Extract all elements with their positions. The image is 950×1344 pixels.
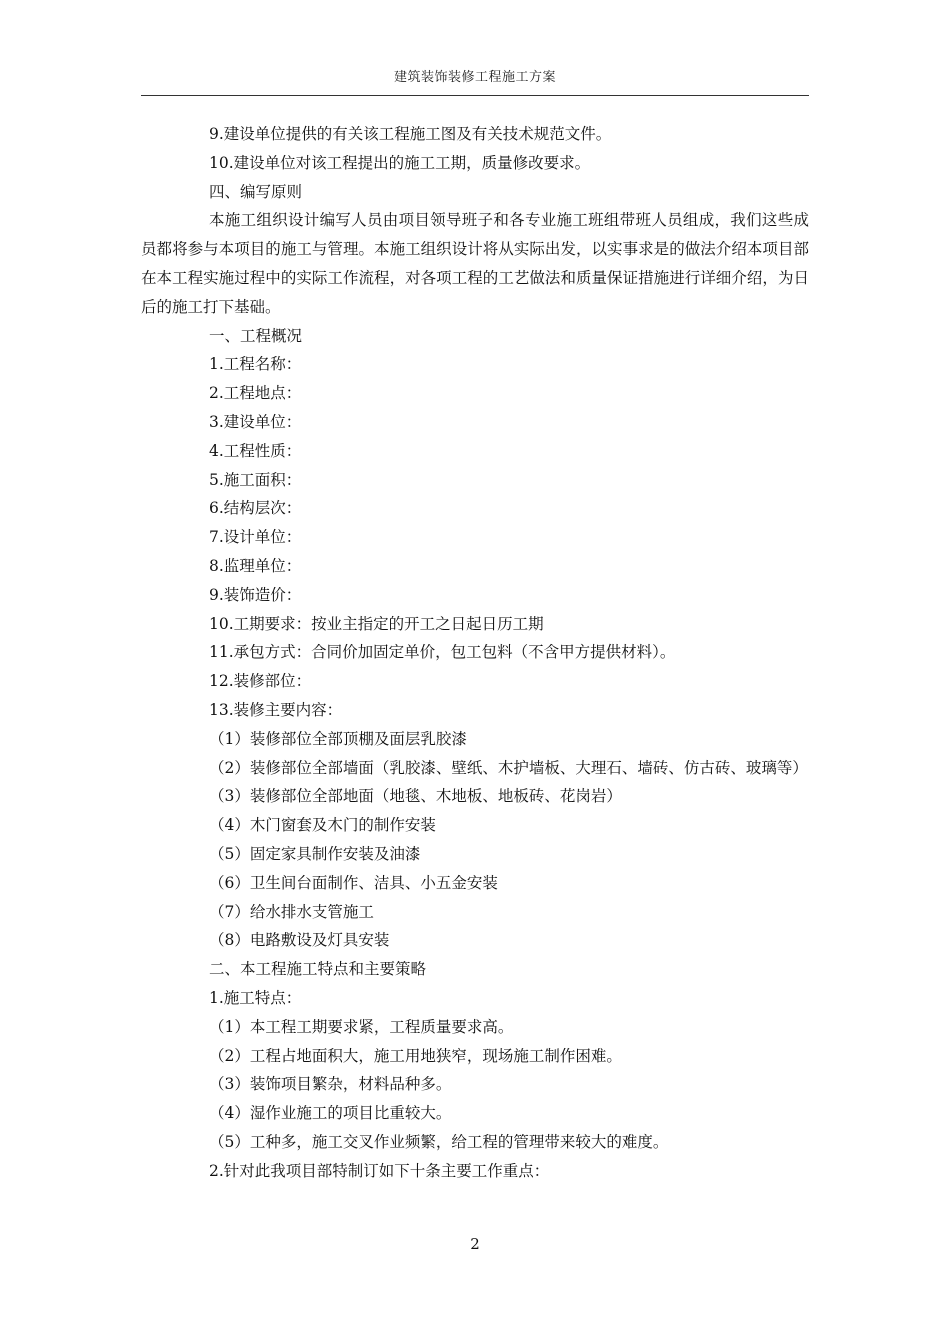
text-line: （5）固定家具制作安装及油漆 [209, 844, 421, 863]
text-line: 9.装饰造价： [209, 585, 302, 604]
section-heading: 一、工程概况 [209, 326, 303, 345]
text-line: 1.施工特点： [209, 988, 302, 1007]
text-line: 6.结构层次： [209, 499, 302, 518]
page-number: 2 [470, 1235, 480, 1253]
section-heading: 四、编写原则 [209, 182, 303, 201]
text-line: 12.装修部位： [209, 672, 312, 691]
text-line: 10.工期要求：按业主指定的开工之日起日历工期 [209, 614, 544, 633]
text-line: 10.建设单位对该工程提出的施工工期，质量修改要求。 [209, 153, 591, 172]
walls-paragraph: （2）装修部位全部墙面（乳胶漆、壁纸、木护墙板、大理石、墙砖、仿古砖、玻璃等） [209, 758, 808, 777]
text-line: 2.针对此我项目部特制订如下十条主要工作重点： [209, 1161, 550, 1180]
text-line: （3）装修部位全部地面（地毯、木地板、地板砖、花岗岩） [209, 787, 622, 806]
text-line: （6）卫生间台面制作、洁具、小五金安装 [209, 873, 498, 892]
text-line: 5.施工面积： [209, 470, 302, 489]
project-overview [141, 322, 809, 754]
text-line: （4）木门窗套及木门的制作安装 [209, 816, 436, 835]
text-line: 1.工程名称： [209, 355, 302, 374]
text-line: （2）工程占地面积大，施工用地狭窄，现场施工制作困难。 [209, 1046, 622, 1065]
text-line: （7）给水排水支管施工 [209, 902, 374, 921]
header-divider [141, 95, 809, 96]
text-line: 9.建设单位提供的有关该工程施工图及有关技术规范文件。 [209, 125, 612, 143]
principle-paragraph: 本施工组织设计编写人员由项目领导班子和各专业施工班组带班人员组成，我们这些成员都将参与本项目的施工与管理。本施工组织设计将从实际出发，以实事求是的做法介绍本项目部在本工程实施过程中的实际工作流程，对各项工程的工艺做法和质量保证措施进行详细介绍，为日后的施工打下基础。 [141, 211, 809, 316]
text-line: 4.工程性质： [209, 441, 302, 460]
text-line: 11.承包方式：合同价加固定单价，包工包料（不含甲方提供材料）。 [209, 643, 676, 662]
text-line: 7.设计单位： [209, 528, 302, 547]
text-line: 3.建设单位： [209, 412, 302, 431]
text-line: 13.装修主要内容： [209, 700, 343, 719]
text-line: 2.工程地点： [209, 384, 302, 403]
text-line: （8）电路敷设及灯具安装 [209, 931, 390, 950]
text-line: （5）工种多，施工交叉作业频繁，给工程的管理带来较大的难度。 [209, 1132, 669, 1151]
page-header-title: 建筑装饰装修工程施工方案 [393, 70, 556, 85]
document-body [141, 120, 809, 1185]
text-line: （3）装饰项目繁杂，材料品种多。 [209, 1075, 452, 1094]
text-line: 8.监理单位： [209, 556, 302, 575]
section-heading: 二、本工程施工特点和主要策略 [209, 960, 427, 979]
text-line: （1）装修部位全部顶棚及面层乳胶漆 [209, 729, 467, 748]
construction-features [141, 782, 809, 1185]
text-line: （4）湿作业施工的项目比重较大。 [209, 1104, 452, 1123]
text-line: （1）本工程工期要求紧，工程质量要求高。 [209, 1017, 514, 1036]
reference-list [141, 120, 809, 206]
